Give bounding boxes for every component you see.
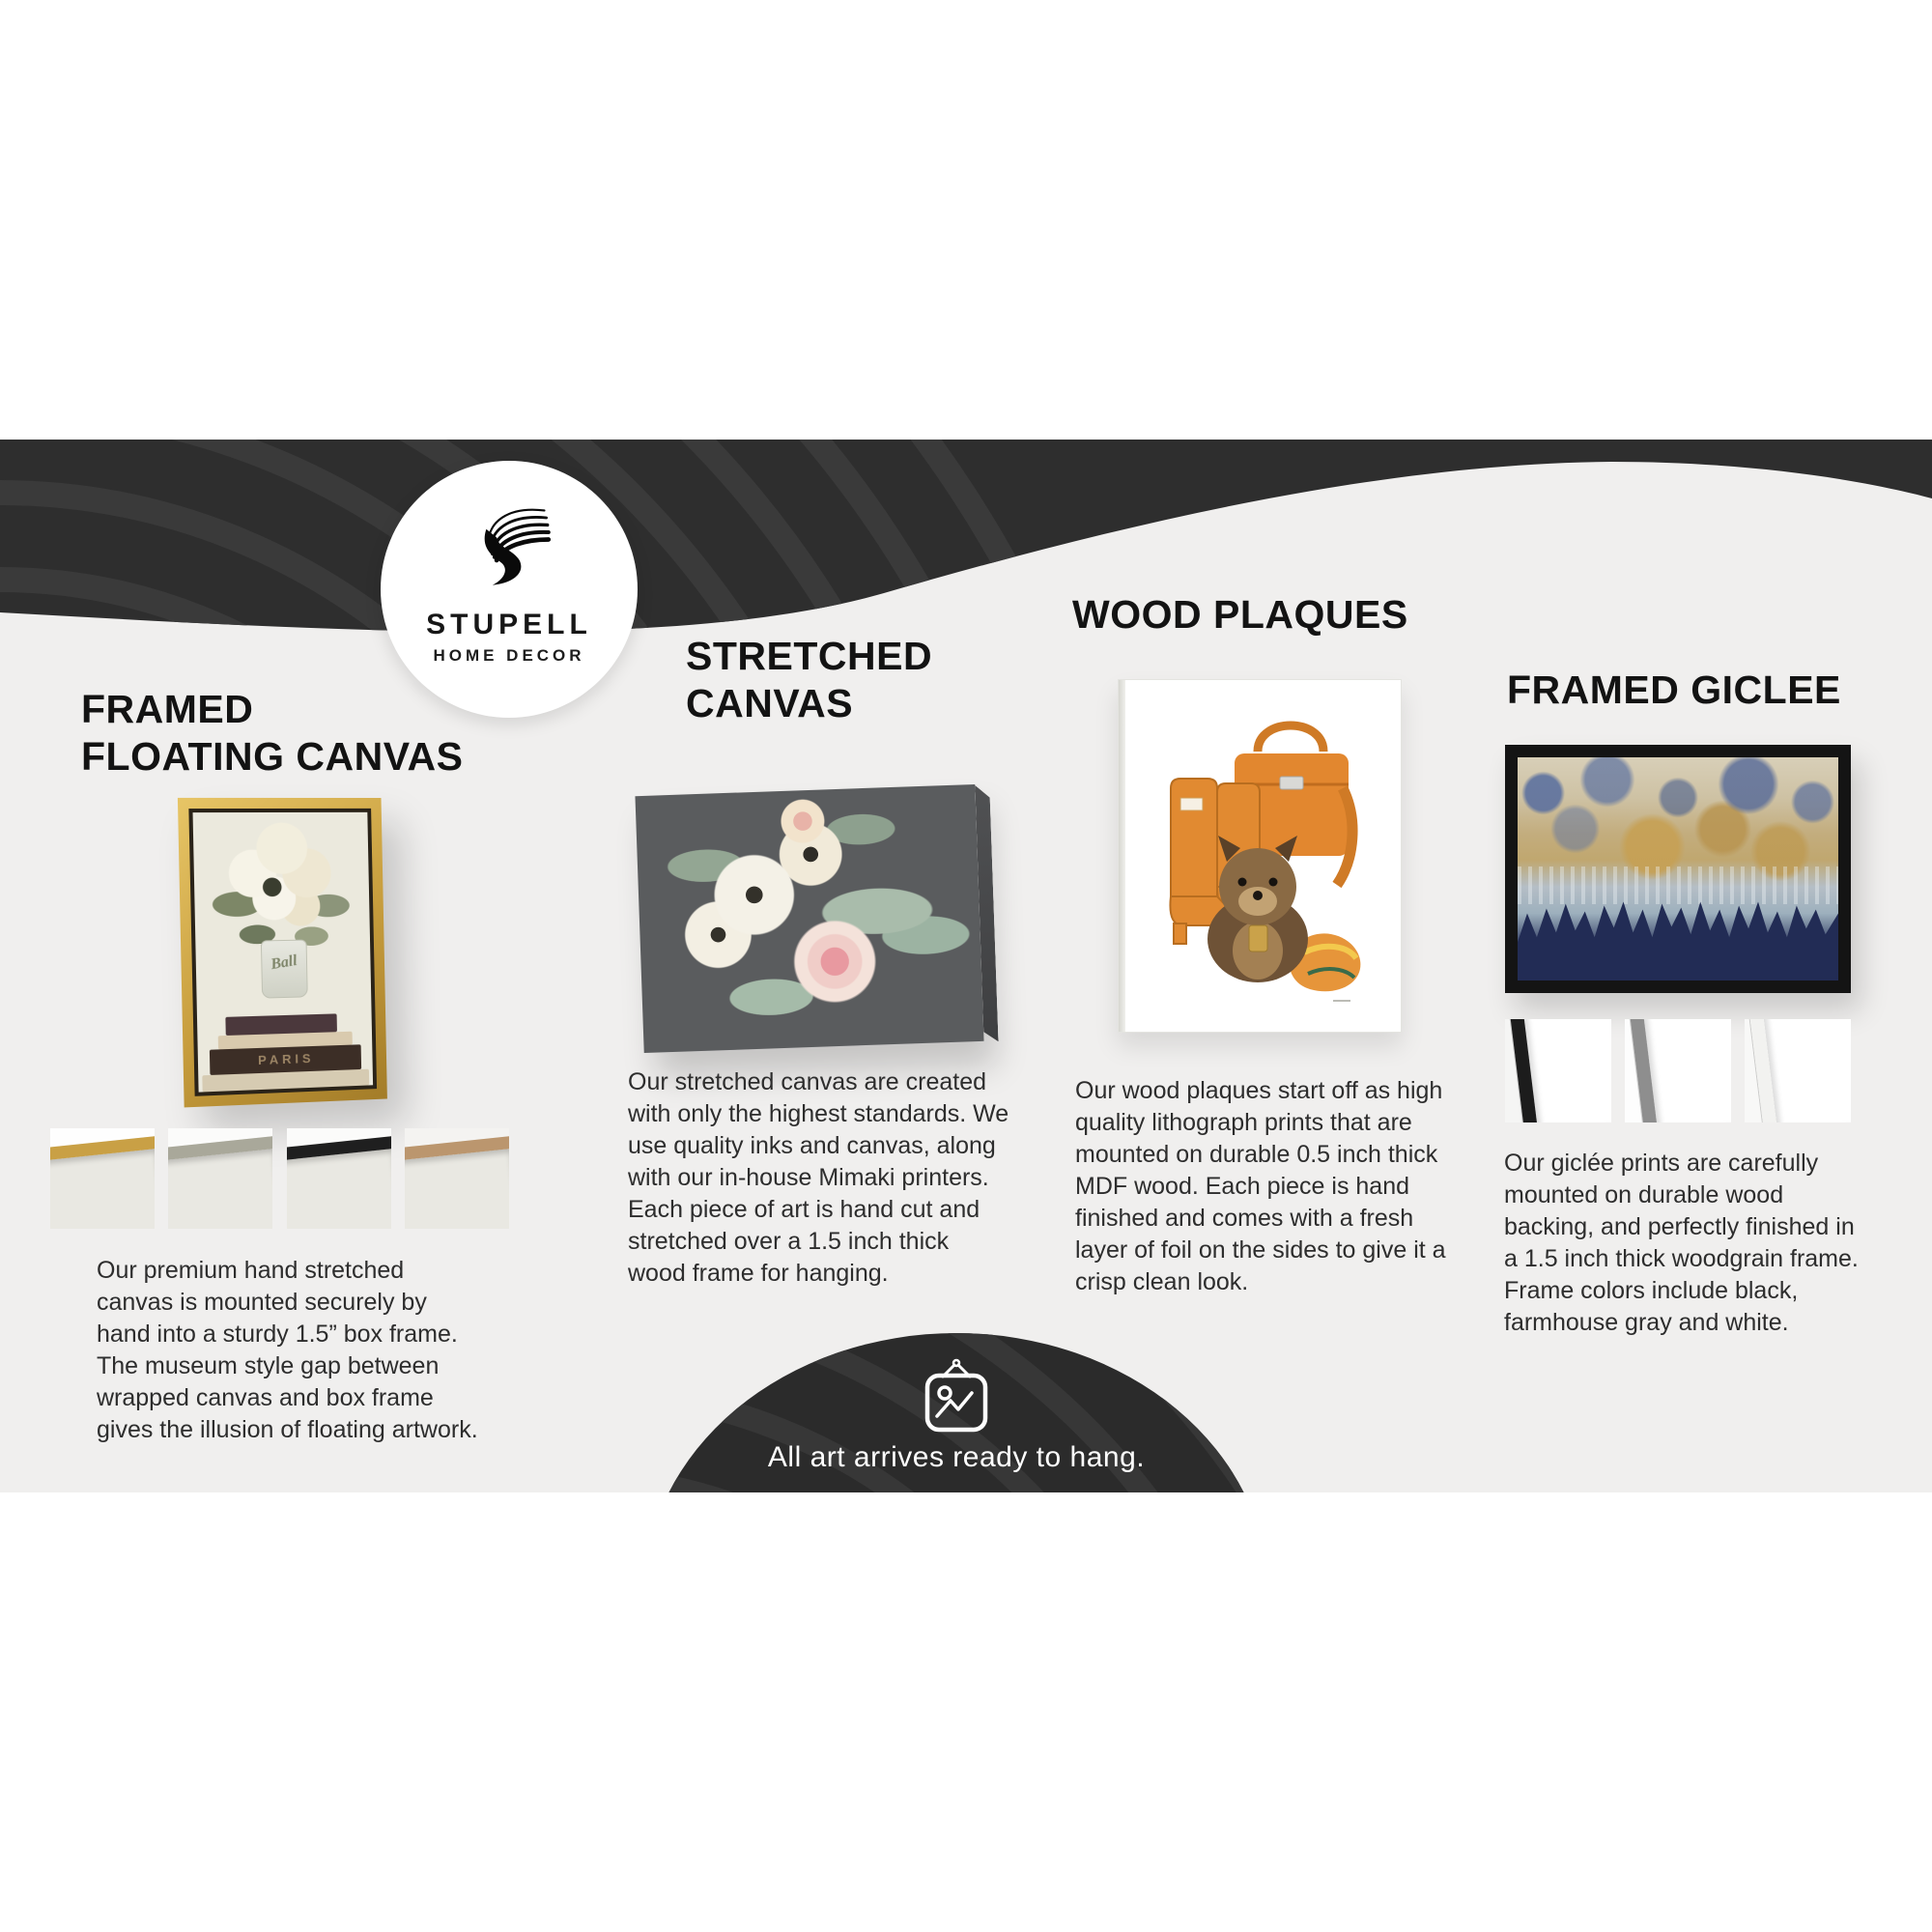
stupell-logo-icon xyxy=(455,490,563,604)
wood-plaque-artwork xyxy=(1134,696,1385,1014)
framed-giclee-description: Our giclée prints are carefully mounted on durable wood backing, and perfectly finished in a 1.5 inch thick woodgrain frame. Frame colors include black, farmhouse gray and white. xyxy=(1504,1150,1859,1336)
book-stack-graphic xyxy=(197,1012,373,1092)
floating-canvas-description: Our premium hand stretched canvas is mounted securely by hand into a sturdy 1.5” box frame. The museum style gap between wrapped canvas and box frame gives the illusion of floating artwork. xyxy=(97,1257,478,1443)
title-line-2: FLOATING CANVAS xyxy=(81,734,464,779)
stretched-canvas-product-image xyxy=(635,784,983,1053)
giclee-frame-swatch-farmhouse-gray xyxy=(1625,1019,1731,1122)
section-title-wood-plaques: WOOD PLAQUES xyxy=(1072,592,1408,637)
section-title-framed-giclee: FRAMED GICLEE xyxy=(1507,668,1841,712)
title-line-2: CANVAS xyxy=(686,681,854,725)
giclee-frame-swatch-black xyxy=(1505,1019,1611,1122)
wood-plaques-description: Our wood plaques start off as high quality lithograph prints that are mounted on durable 0.5 inch thick MDF wood. Each piece is hand finished and comes with a fresh layer of foil on the sides to give it a crisp clean look. xyxy=(1075,1077,1446,1295)
frame-corner-graphic xyxy=(168,1134,272,1229)
frame-corner-graphic xyxy=(1510,1019,1611,1122)
wood-plaque-product-image xyxy=(1118,679,1402,1033)
floating-frame-swatch-walnut xyxy=(405,1128,509,1229)
giclee-drip-texture xyxy=(1518,867,1838,904)
footer-message: All art arrives ready to hang. xyxy=(767,1441,1146,1473)
floating-frame-swatch-black xyxy=(287,1128,391,1229)
floating-canvas-product-image xyxy=(178,798,387,1108)
frame-corner-graphic xyxy=(50,1134,155,1229)
brand-badge xyxy=(381,461,638,718)
mason-jar-graphic xyxy=(261,939,308,998)
brand-name: STUPELL xyxy=(426,609,592,640)
title-line-1: STRETCHED xyxy=(686,634,933,678)
jar-label: Ball xyxy=(270,952,299,973)
floating-canvas-artwork xyxy=(193,812,374,1093)
frame-corner-graphic xyxy=(1749,1019,1851,1122)
hanging-picture-icon xyxy=(922,1358,991,1435)
section-title-stretched-canvas xyxy=(686,633,932,727)
brand-tagline: HOME DECOR xyxy=(433,646,585,665)
frame-corner-graphic xyxy=(287,1134,391,1229)
book xyxy=(225,1013,337,1036)
framed-giclee-product-image xyxy=(1505,745,1851,993)
book-paris: PARIS xyxy=(210,1044,361,1075)
floating-frame-swatch-pewter xyxy=(168,1128,272,1229)
stretched-canvas-description: Our stretched canvas are created with only the highest standards. We use quality inks and canvas, along with our in-house Mimaki printers. Each piece of art is hand cut and stretched over a 1.5 inch thick wood frame for hanging. xyxy=(628,1068,1009,1287)
floating-frame-swatch-gold xyxy=(50,1128,155,1229)
section-title-floating-canvas xyxy=(81,686,463,781)
stretched-canvas-artwork xyxy=(635,784,983,1053)
frame-corner-graphic xyxy=(1630,1019,1731,1122)
giclee-frame-swatch-white xyxy=(1745,1019,1851,1122)
title-line-1: FRAMED xyxy=(81,687,254,731)
frame-corner-graphic xyxy=(405,1134,509,1229)
